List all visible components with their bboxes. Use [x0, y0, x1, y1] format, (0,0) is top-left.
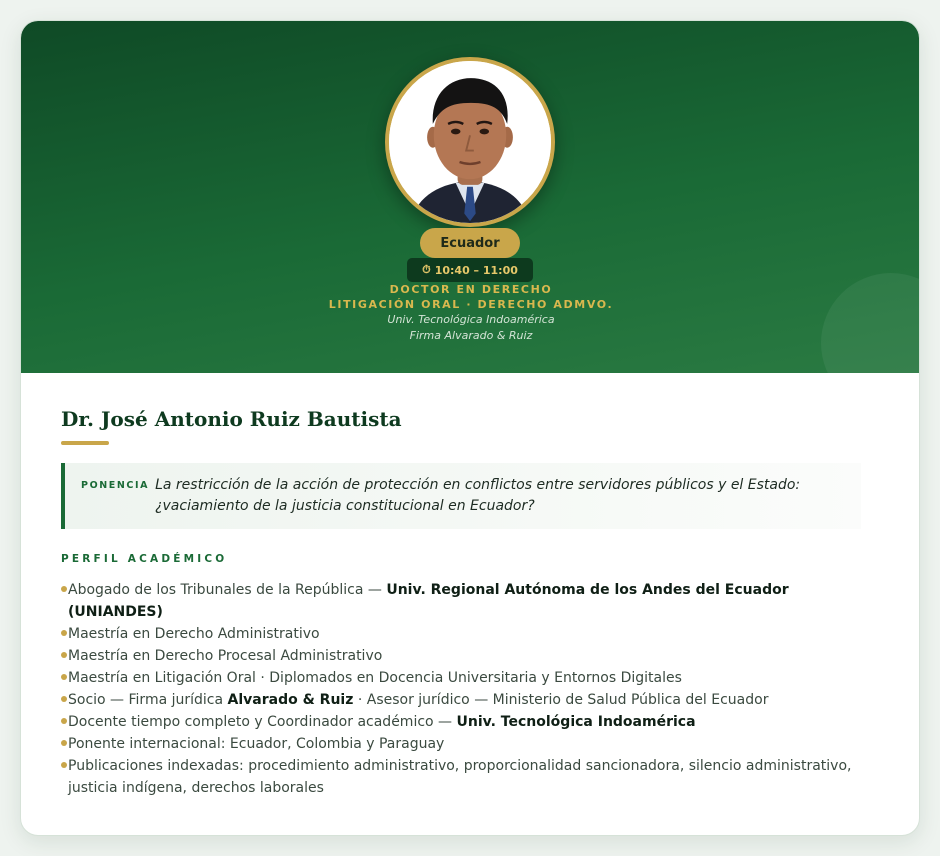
highlight-text: Univ. Tecnológica Indoamérica — [456, 714, 696, 730]
item-text: Ponente internacional: Ecuador, Colombia y Paraguay — [68, 736, 445, 752]
ponencia-title: La restricción de la acción de protección en conflictos entre servidores públicos y el Estado: ¿vaciamiento de la justicia constitucional en Ecuador? — [155, 477, 801, 514]
list-item — [61, 733, 881, 755]
bullet-icon — [61, 674, 67, 680]
country-badge: Ecuador — [420, 228, 520, 258]
firm-line: Firma Alvarado & Ruiz — [409, 329, 533, 342]
speaker-card — [20, 20, 920, 836]
avatar — [385, 57, 555, 227]
bullet-icon — [61, 740, 67, 746]
highlight-text: Univ. Regional Autónoma de los Andes del Ecuador (UNIANDES) — [68, 582, 789, 620]
item-text: · Asesor jurídico — Ministerio de Salud Pública del Ecuador — [353, 692, 769, 708]
list-item — [61, 645, 881, 667]
speaker-name: Dr. José Antonio Ruiz Bautista — [61, 407, 402, 431]
bullet-icon — [61, 762, 67, 768]
item-text: Docente tiempo completo y Coordinador académico — — [68, 714, 457, 730]
name-underline — [61, 441, 109, 445]
item-text: Socio — Firma jurídica — [68, 692, 228, 708]
item-text: Maestría en Derecho Procesal Administrativo — [68, 648, 383, 664]
item-text: Abogado de los Tribunales de la República — — [68, 582, 387, 598]
bullet-icon — [61, 652, 67, 658]
list-item — [61, 623, 881, 645]
credentials — [21, 282, 920, 344]
bullet-icon — [61, 586, 67, 592]
session-time-badge — [407, 258, 533, 282]
institution-line: Univ. Tecnológica Indoamérica — [387, 313, 555, 326]
ponencia-label: PONENCIA — [81, 480, 150, 491]
list-item — [61, 667, 881, 689]
item-text: Publicaciones indexadas: procedimiento administrativo, proporcionalidad sancionadora, silencio administrativo, justicia indígena, derechos laborales — [68, 758, 852, 796]
hero-header — [21, 21, 920, 373]
highlight-text: Alvarado & Ruiz — [227, 692, 354, 708]
list-item — [61, 711, 881, 733]
bullet-icon — [61, 696, 67, 702]
item-text: Maestría en Litigación Oral · Diplomados en Docencia Universitaria y Entornos Digitales — [68, 670, 682, 686]
academic-profile-list — [61, 579, 881, 799]
stopwatch-icon: ⏱ — [422, 263, 431, 276]
specialty-line: LITIGACIÓN ORAL · DERECHO ADMVO. — [328, 298, 614, 311]
bullet-icon — [61, 630, 67, 636]
speaker-portrait — [389, 61, 551, 223]
session-time: 10:40 – 11:00 — [434, 263, 518, 277]
bullet-icon — [61, 718, 67, 724]
section-title: PERFIL ACADÉMICO — [61, 553, 228, 565]
item-text: Maestría en Derecho Administrativo — [68, 626, 320, 642]
degree-line: DOCTOR EN DERECHO — [389, 283, 553, 296]
ponencia-block — [61, 463, 861, 529]
list-item — [61, 755, 881, 799]
list-item — [61, 579, 881, 623]
list-item — [61, 689, 881, 711]
